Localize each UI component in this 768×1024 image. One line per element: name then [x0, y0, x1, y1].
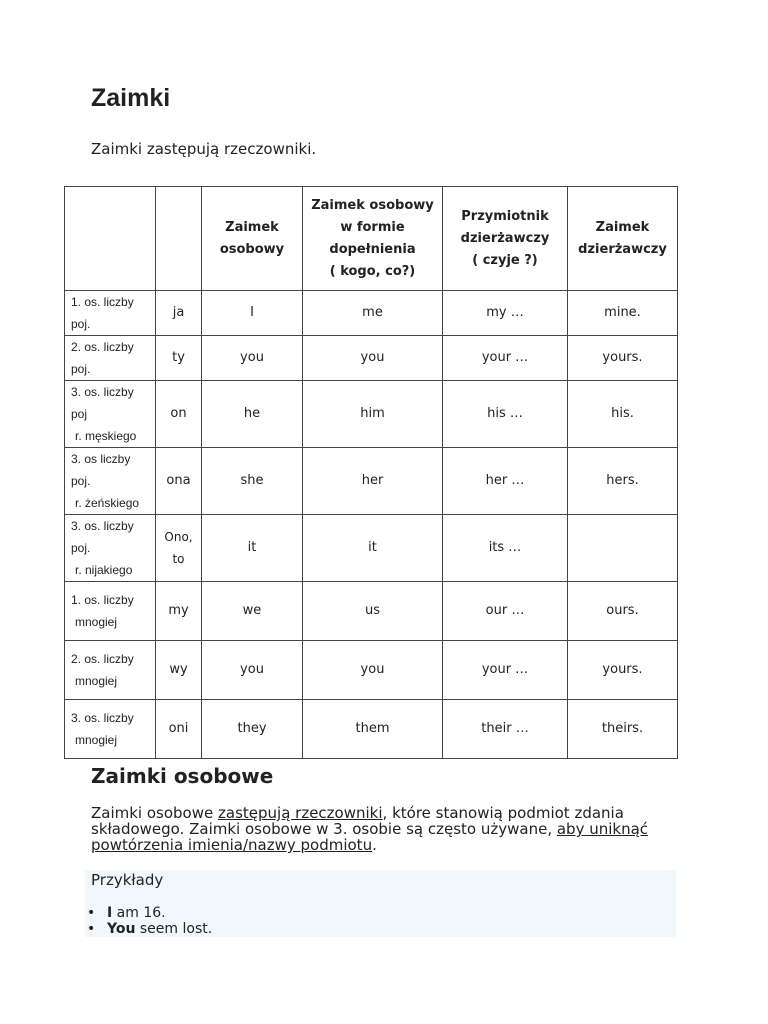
personal-pronoun-cell: he [202, 381, 303, 448]
row-label: 3. os. liczby poj r. męskiego [65, 381, 156, 448]
table-row [65, 336, 678, 381]
object-pronoun-cell: us [303, 582, 443, 641]
object-pronoun-cell: him [303, 381, 443, 448]
polish-pronoun-cell: Ono, to [156, 515, 202, 582]
polish-pronoun-cell: ty [156, 336, 202, 381]
header-empty-label [65, 187, 156, 291]
table-header-row [65, 187, 678, 291]
possessive-adjective-cell: their … [443, 700, 568, 759]
possessive-adjective-cell: your … [443, 336, 568, 381]
header-personal-pronoun: Zaimek osobowy [202, 187, 303, 291]
possessive-adjective-cell: her … [443, 448, 568, 515]
table-row [65, 641, 678, 700]
row-label: 3. os. liczby poj. r. nijakiego [65, 515, 156, 582]
possessive-pronoun-cell: yours. [568, 641, 678, 700]
object-pronoun-cell: them [303, 700, 443, 759]
header-possessive-pronoun: Zaimek dzierżawczy [568, 187, 678, 291]
table-row [65, 515, 678, 582]
personal-pronoun-cell: they [202, 700, 303, 759]
row-label: 1. os. liczby poj. [65, 291, 156, 336]
intro-text: Zaimki zastępują rzeczowniki. [91, 140, 317, 158]
table-row [65, 700, 678, 759]
personal-pronoun-cell: you [202, 641, 303, 700]
possessive-adjective-cell: my … [443, 291, 568, 336]
polish-pronoun-cell: wy [156, 641, 202, 700]
possessive-pronoun-cell: his. [568, 381, 678, 448]
object-pronoun-cell: you [303, 641, 443, 700]
possessive-pronoun-cell: hers. [568, 448, 678, 515]
section-title: Zaimki osobowe [91, 764, 274, 788]
examples-list [85, 905, 212, 937]
polish-pronoun-cell: oni [156, 700, 202, 759]
table-row [65, 381, 678, 448]
personal-pronoun-cell: she [202, 448, 303, 515]
examples-title: Przykłady [91, 871, 164, 889]
header-empty-polish [156, 187, 202, 291]
row-label: 3. os. liczby mnogiej [65, 700, 156, 759]
personal-pronoun-cell: we [202, 582, 303, 641]
personal-pronoun-cell: you [202, 336, 303, 381]
object-pronoun-cell: it [303, 515, 443, 582]
object-pronoun-cell: me [303, 291, 443, 336]
possessive-pronoun-cell: ours. [568, 582, 678, 641]
possessive-pronoun-cell: mine. [568, 291, 678, 336]
row-label: 2. os. liczby poj. [65, 336, 156, 381]
possessive-pronoun-cell: yours. [568, 336, 678, 381]
header-possessive-adjective: Przymiotnik dzierżawczy ( czyje ?) [443, 187, 568, 291]
example-item: • I am 16. [107, 905, 212, 921]
page-title: Zaimki [91, 84, 171, 112]
possessive-adjective-cell: its … [443, 515, 568, 582]
possessive-adjective-cell: our … [443, 582, 568, 641]
table-row [65, 582, 678, 641]
polish-pronoun-cell: ona [156, 448, 202, 515]
row-label: 3. os liczby poj. r. żeńskiego [65, 448, 156, 515]
possessive-adjective-cell: your … [443, 641, 568, 700]
header-object-pronoun: Zaimek osobowy w formie dopełnienia ( kogo, co?) [303, 187, 443, 291]
table-row [65, 291, 678, 336]
object-pronoun-cell: her [303, 448, 443, 515]
link-avoid-repetition[interactable]: aby uniknąć powtórzenia imienia/nazwy podmiotu [91, 820, 649, 854]
row-label: 2. os. liczby mnogiej [65, 641, 156, 700]
table-row [65, 448, 678, 515]
link-replace-nouns[interactable]: zastępują rzeczowniki [218, 804, 383, 822]
personal-pronoun-cell: I [202, 291, 303, 336]
possessive-adjective-cell: his … [443, 381, 568, 448]
possessive-pronoun-cell: theirs. [568, 700, 678, 759]
example-item: • You seem lost. [107, 921, 212, 937]
personal-pronoun-cell: it [202, 515, 303, 582]
examples-box [85, 870, 676, 937]
object-pronoun-cell: you [303, 336, 443, 381]
polish-pronoun-cell: ja [156, 291, 202, 336]
pronoun-table [64, 186, 678, 759]
row-label: 1. os. liczby mnogiej [65, 582, 156, 641]
possessive-pronoun-cell [568, 515, 678, 582]
polish-pronoun-cell: on [156, 381, 202, 448]
polish-pronoun-cell: my [156, 582, 202, 641]
section-paragraph: Zaimki osobowe zastępują rzeczowniki, które stanowią podmiot zdania składowego. Zaimki osobowe w 3. osobie są często używane, aby uniknąć powtórzenia imienia/nazwy podmiotu. [91, 804, 649, 854]
